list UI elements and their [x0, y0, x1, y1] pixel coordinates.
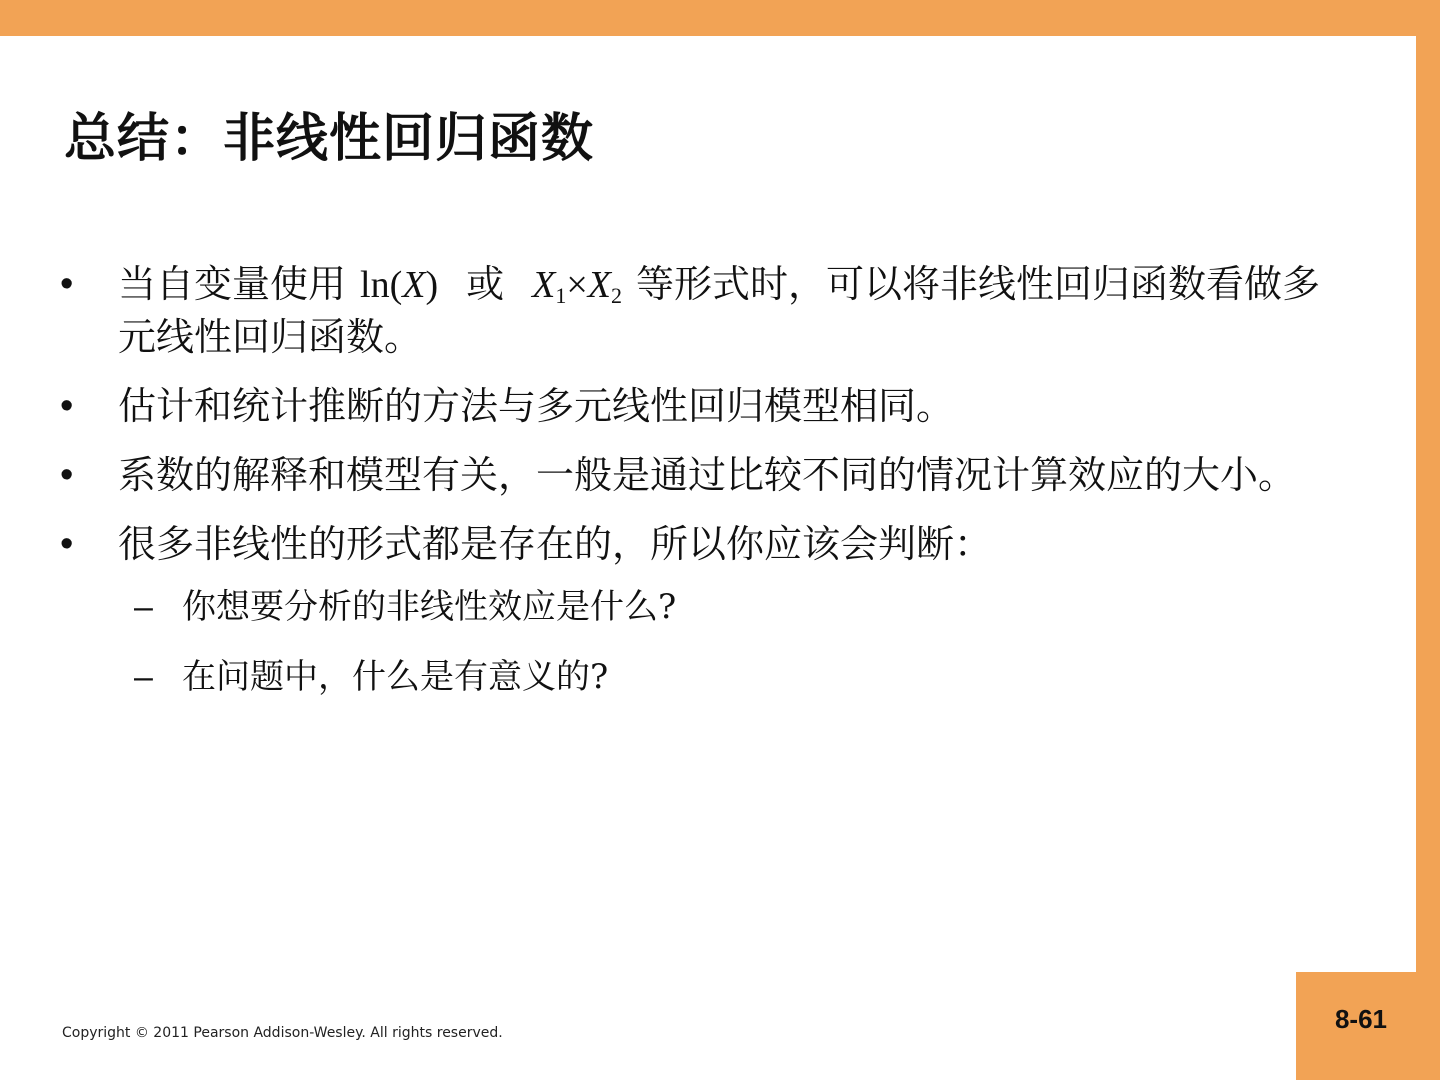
- page-number: 8-61: [1334, 1004, 1388, 1034]
- bullet-list: [60, 258, 1350, 724]
- bullet-item: [60, 258, 1350, 363]
- dash-marker: –: [134, 658, 153, 696]
- bullet-text-pre: 当自变量使用: [118, 262, 347, 306]
- bullet-text: 很多非线性的形式都是存在的，所以你应该会判断：: [118, 522, 993, 566]
- bullet-item: [60, 449, 1350, 501]
- slide-title: 总结：非线性回归函数: [64, 109, 595, 169]
- sub-bullet-item: [134, 584, 1350, 630]
- bullet-item: [60, 518, 1350, 700]
- bullet-marker: •: [60, 454, 74, 496]
- sub-bullet-text: 在问题中，什么是有意义的?: [182, 657, 609, 697]
- ln-x-formula: ln(X): [360, 264, 439, 306]
- or-word: 或: [466, 262, 505, 306]
- dash-marker: –: [134, 588, 153, 626]
- bullet-item: [60, 380, 1350, 432]
- bullet-text-post: 等形式时，可以将非线性回归函数看做多元线性回归函数。: [118, 262, 1321, 359]
- bullet-text: 估计和统计推断的方法与多元线性回归模型相同。: [118, 384, 955, 428]
- interaction-formula: $X_1\times X_2$: [532, 264, 622, 308]
- right-accent-bar: [1416, 0, 1440, 1080]
- bullet-marker: •: [60, 385, 74, 427]
- bullet-text: 系数的解释和模型有关，一般是通过比较不同的情况计算效应的大小。: [118, 453, 1297, 497]
- sub-bullet-list: [134, 584, 1350, 700]
- bullet-marker: •: [60, 263, 74, 305]
- sub-bullet-item: [134, 654, 1350, 700]
- top-accent-bar: [0, 0, 1440, 36]
- sub-bullet-text: 你想要分析的非线性效应是什么?: [182, 587, 677, 627]
- copyright-notice: Copyright © 2011 Pearson Addison-Wesley. All rights reserved.: [62, 1025, 503, 1041]
- bullet-marker: •: [60, 523, 74, 565]
